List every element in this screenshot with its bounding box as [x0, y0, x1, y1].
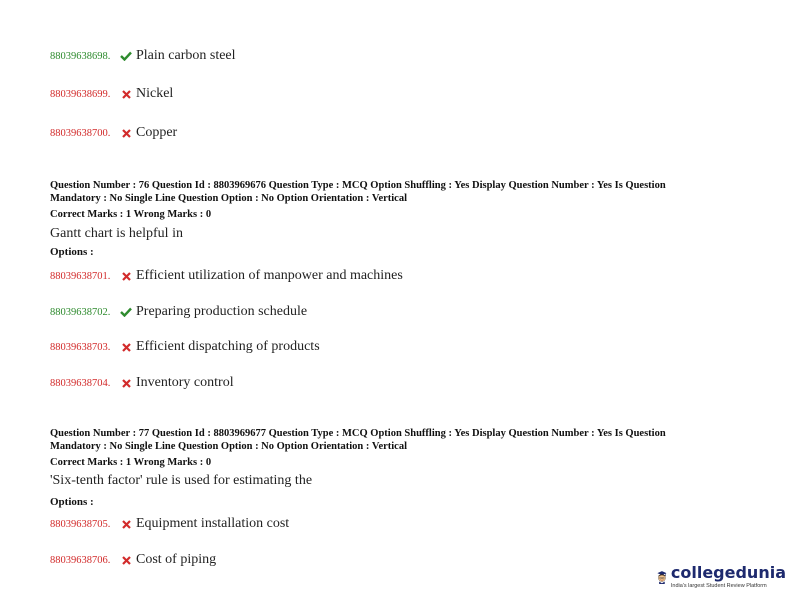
- question-76-text: Gantt chart is helpful in: [50, 226, 183, 241]
- option-row: [50, 84, 173, 104]
- collegedunia-logo: [656, 553, 786, 601]
- option-row: [50, 123, 177, 143]
- option-text: Inventory control: [136, 375, 234, 390]
- meta-line: Question Number : 77 Question Id : 8803969677 Question Type : MCQ Option Shuffling : Yes Display Question Number : Yes Is Question: [50, 428, 666, 439]
- cross-icon: [118, 272, 134, 281]
- cross-icon: [118, 556, 134, 565]
- brand-name: collegedunia: [670, 563, 786, 582]
- options-label: Options :: [50, 496, 94, 508]
- option-text: Plain carbon steel: [136, 48, 236, 63]
- option-id: 88039638704.: [50, 377, 111, 389]
- option-id: 88039638706.: [50, 554, 111, 566]
- option-text: Efficient utilization of manpower and machines: [136, 268, 403, 283]
- option-row: [50, 46, 236, 66]
- meta-line: Mandatory : No Single Line Question Option : No Option Orientation : Vertical: [50, 441, 408, 452]
- meta-line: Mandatory : No Single Line Question Option : No Option Orientation : Vertical: [50, 193, 408, 204]
- option-id: 88039638705.: [50, 518, 111, 530]
- cross-icon: [118, 520, 134, 529]
- cross-icon: [118, 343, 134, 352]
- option-id: 88039638700.: [50, 127, 111, 139]
- cross-icon: [118, 379, 134, 388]
- option-text: Equipment installation cost: [136, 516, 290, 531]
- option-id: 88039638702.: [50, 306, 111, 318]
- question-76-marks: Correct Marks : 1 Wrong Marks : 0: [50, 209, 212, 220]
- option-text: Efficient dispatching of products: [136, 339, 320, 354]
- option-row: [50, 550, 216, 570]
- question-77-meta: [50, 427, 750, 453]
- question-76-meta: [50, 179, 750, 205]
- option-row: [50, 373, 234, 393]
- check-icon: [118, 51, 134, 61]
- question-77-text: 'Six-tenth factor' rule is used for estimating the: [50, 473, 313, 488]
- check-icon: [118, 307, 134, 317]
- option-row: [50, 266, 403, 286]
- meta-line: Question Number : 76 Question Id : 8803969676 Question Type : MCQ Option Shuffling : Yes Display Question Number : Yes Is Question: [50, 180, 666, 191]
- option-row: [50, 302, 307, 322]
- option-row: [50, 337, 320, 357]
- option-text: Nickel: [136, 86, 174, 101]
- cross-icon: [118, 129, 134, 138]
- option-id: 88039638703.: [50, 341, 111, 353]
- option-id: 88039638699.: [50, 88, 111, 100]
- option-text: Cost of piping: [136, 552, 217, 567]
- option-id: 88039638701.: [50, 270, 111, 282]
- student-mascot-icon: [656, 557, 668, 597]
- option-text: Preparing production schedule: [136, 304, 308, 319]
- options-label: Options :: [50, 246, 94, 258]
- cross-icon: [118, 90, 134, 99]
- option-row: [50, 514, 289, 534]
- option-text: Copper: [136, 125, 178, 140]
- option-id: 88039638698.: [50, 50, 111, 62]
- brand-tagline: India's largest Student Review Platform: [670, 583, 767, 589]
- question-77-marks: Correct Marks : 1 Wrong Marks : 0: [50, 457, 212, 468]
